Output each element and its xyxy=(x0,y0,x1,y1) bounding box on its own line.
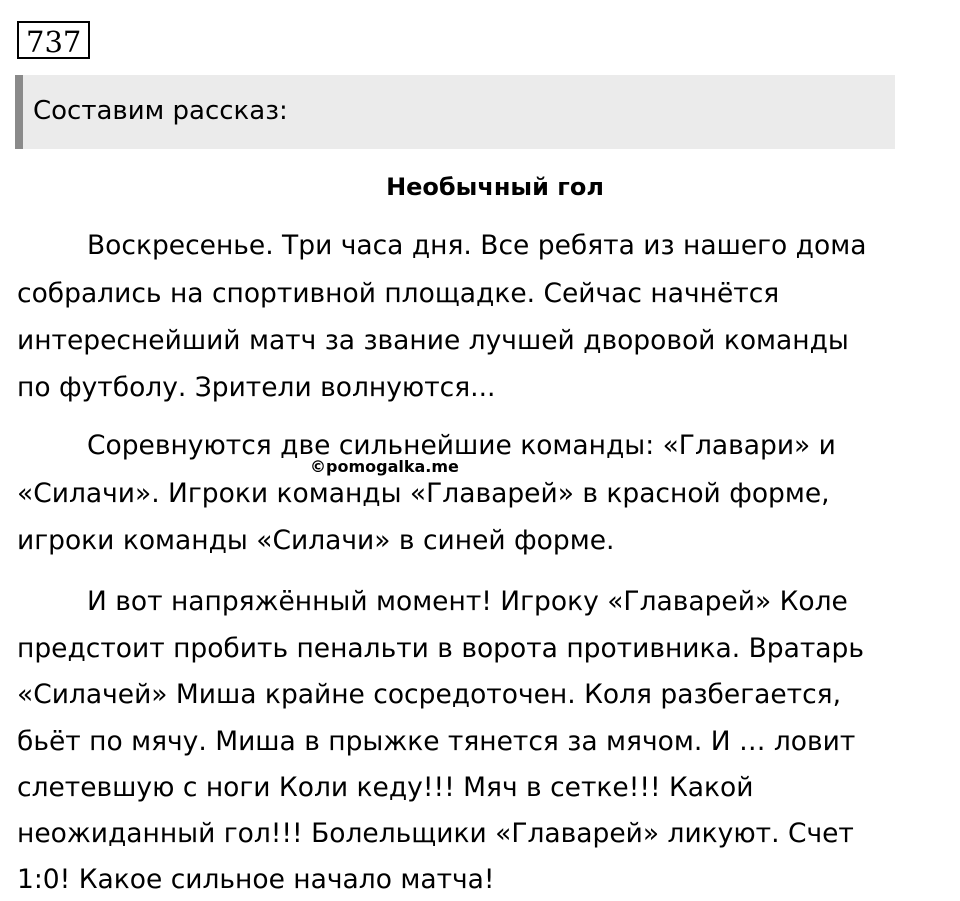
paragraph-1-line-4: по футболу. Зрители волнуются... xyxy=(17,372,496,403)
paragraph-2-line-2: «Силачи». Игроки команды «Главарей» в красной форме, xyxy=(17,478,830,509)
paragraph-1-line-1: Воскресенье. Три часа дня. Все ребята из нашего дома xyxy=(87,230,867,261)
paragraph-3-line-6: неожиданный гол!!! Болельщики «Главарей» ликуют. Счет xyxy=(17,818,854,849)
paragraph-3-line-2: предстоит пробить пенальти в ворота противника. Вратарь xyxy=(17,633,864,664)
task-instruction: Составим рассказ: xyxy=(33,96,288,126)
story-title: Необычный гол xyxy=(386,173,604,201)
task-number: 737 xyxy=(17,21,90,59)
watermark: ©pomogalka.me xyxy=(310,457,459,476)
paragraph-1-line-2: собрались на спортивной площадке. Сейчас начнётся xyxy=(17,278,780,309)
paragraph-1-line-3: интереснейший матч за звание лучшей дворовой команды xyxy=(17,325,849,356)
paragraph-3-line-4: бьёт по мячу. Миша в прыжке тянется за мячом. И … ловит xyxy=(17,726,856,757)
paragraph-3-line-3: «Силачей» Миша крайне сосредоточен. Коля разбегается, xyxy=(17,679,842,710)
paragraph-3-line-5: слетевшую с ноги Коли кеду!!! Мяч в сетке!!! Какой xyxy=(17,772,754,803)
paragraph-3-line-7: 1:0! Какое сильное начало матча! xyxy=(17,864,495,895)
paragraph-2-line-1: Соревнуются две сильнейшие команды: «Главари» и xyxy=(87,430,836,461)
task-instruction-bar xyxy=(15,75,895,149)
paragraph-2-line-3: игроки команды «Силачи» в синей форме. xyxy=(17,525,615,556)
paragraph-3-line-1: И вот напряжённый момент! Игроку «Главарей» Коле xyxy=(87,586,848,617)
